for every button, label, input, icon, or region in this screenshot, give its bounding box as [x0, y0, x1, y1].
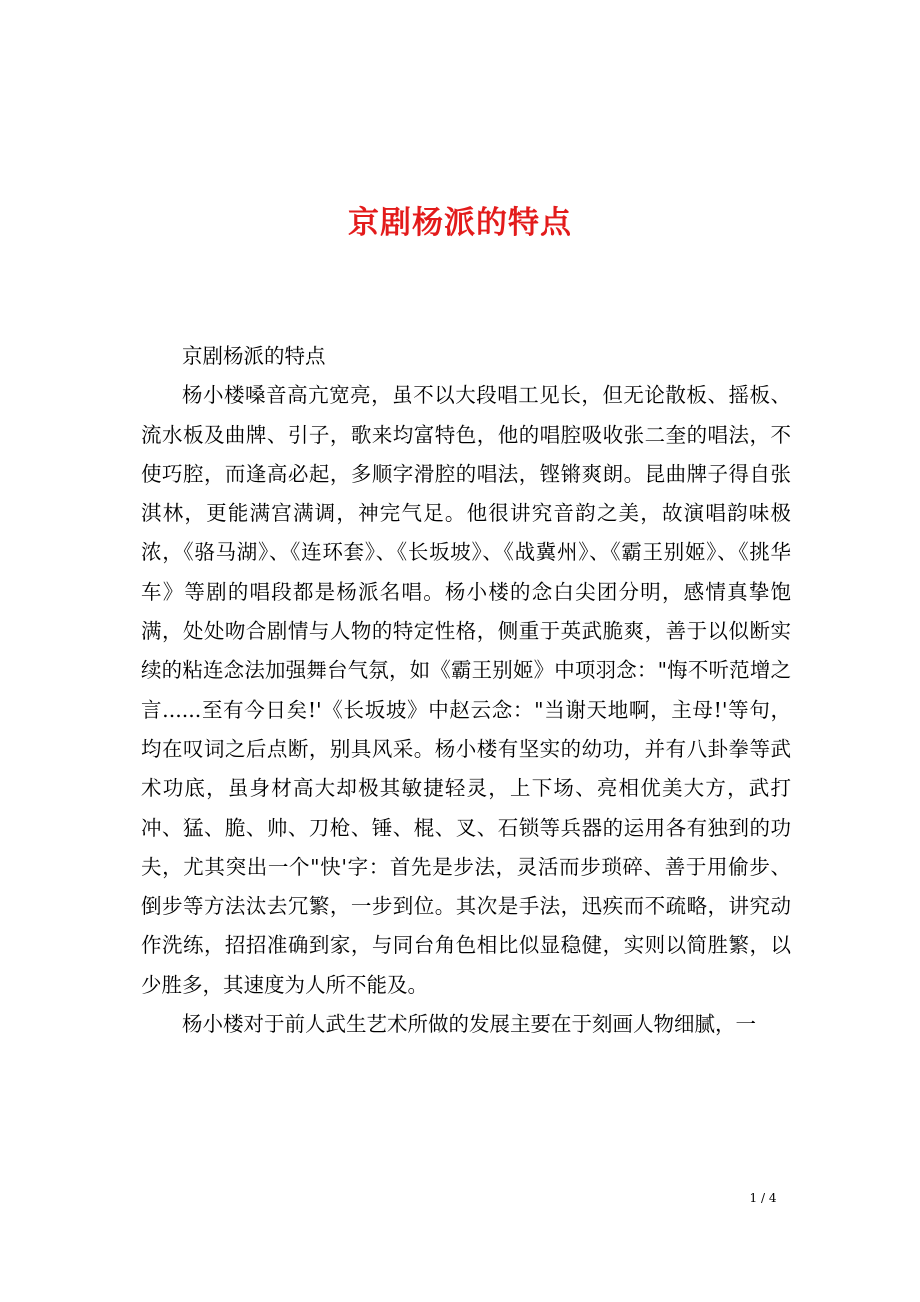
paragraph-subtitle: 京剧杨派的特点 [182, 344, 326, 368]
paragraph-continued: 杨小楼对于前人武生艺术所做的发展主要在于刻画人物细腻，一 [182, 1012, 756, 1037]
page-number: 1 / 4 [749, 1191, 777, 1205]
paragraph-main: 杨小楼嗓音高亢宽亮，虽不以大段唱工见长，但无论散板、摇板、流水板及曲牌、引子，歌来均富特色，他的唱腔吸收张二奎的唱法，不使巧腔，而逢高必起，多顺字滑腔的唱法，铿锵爽朗。昆曲牌子得自张淇林，更能满宫满调，神完气足。他很讲究音韵之美，故演唱韵味极浓，《骆马湖》、《连环套》、《长坂坡》、《战冀州》、《霸王别姬》、《挑华车》等剧的唱段都是杨派名唱。杨小楼的念白尖团分明，感情真挚饱满，处处吻合剧情与人物的特定性格，侧重于英武脆爽，善于以似断实续的粘连念法加强舞台气氛，如《霸王别姬》中项羽念："悔不听范增之言......至有今日矣!'《长坂坡》中赵云念："当谢天地啊，主母!'等句，均在叹词之后点断，别具风采。杨小楼有坚实的幼功，并有八卦拳等武术功底，虽身材高大却极其敏捷轻灵，上下场、亮相优美大方，武打冲、猛、脆、帅、刀枪、锤、棍、叉、石锁等兵器的运用各有独到的功夫，尤其突出一个"快'字：首先是步法，灵活而步琐碎、善于用偷步、倒步等方法汰去冗繁，一步到位。其次是手法，迅疾而不疏略，讲究动作洗练，招招准确到家，与同台角色相比似显稳健，实则以简胜繁，以少胜多，其速度为人所不能及。 [141, 383, 791, 997]
page-title: 京剧杨派的特点 [348, 205, 572, 241]
document-body [141, 337, 791, 1044]
